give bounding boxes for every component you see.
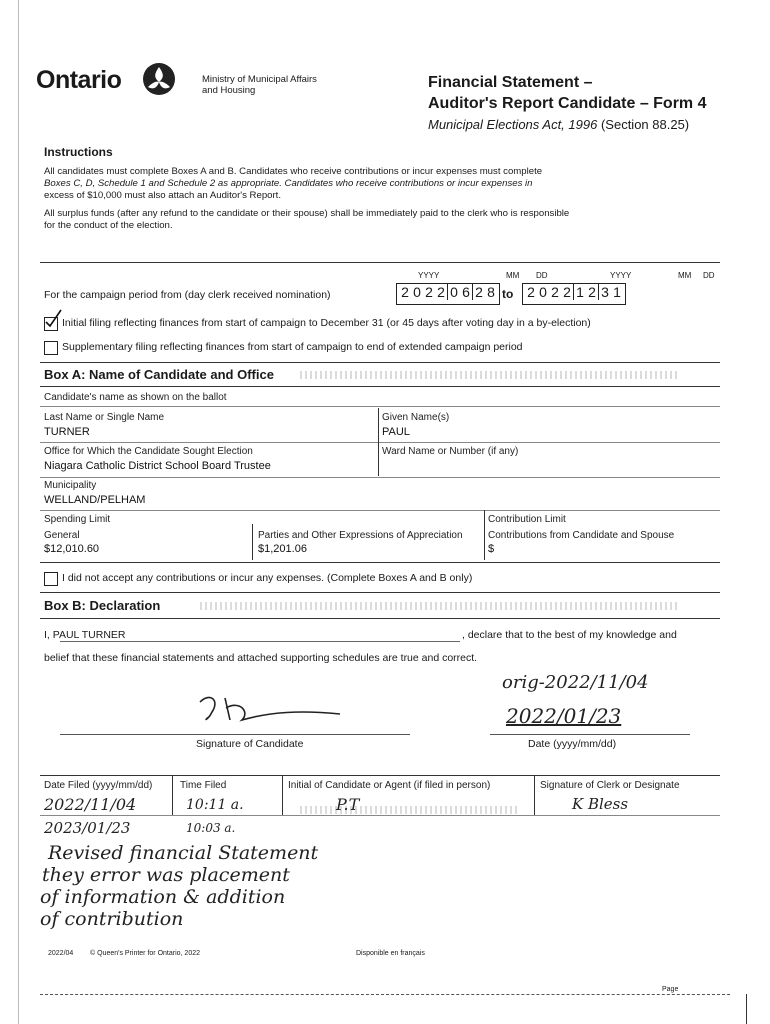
divider	[40, 562, 720, 563]
handwritten-note	[40, 842, 319, 930]
note-line: of contribution	[40, 908, 184, 930]
period-digit: 2	[561, 284, 574, 300]
office-value[interactable]: Niagara Catholic District School Board Trustee	[44, 460, 271, 472]
given-name-value[interactable]: PAUL	[382, 426, 410, 438]
declaration-line-2: belief that these financial statements and attached supporting schedules are true and correct.	[44, 652, 478, 664]
box-b-title: Box B: Declaration	[44, 598, 161, 613]
period-digit: 0	[450, 284, 458, 300]
parties-value[interactable]: $1,201.06	[258, 543, 307, 555]
ministry-name	[202, 74, 317, 96]
no-contributions-label: I did not accept any contributions or incur any expenses. (Complete Boxes A and B only)	[62, 572, 473, 584]
spending-limit-label: Spending Limit	[44, 514, 111, 525]
instructions-heading: Instructions	[44, 145, 113, 159]
note-line: Revised financial Statement	[48, 842, 319, 864]
period-digit: 2	[586, 284, 599, 300]
declaration-tail: , declare that to the best of my knowledge and	[462, 629, 677, 641]
supplementary-filing-checkbox[interactable]	[44, 341, 58, 355]
period-digit: 2	[425, 284, 433, 300]
period-digit: 6	[460, 284, 473, 300]
initial-filing-label: Initial filing reflecting finances from start of campaign to December 31 (or 45 days after voting day in a by-election)	[62, 317, 591, 329]
period-digit: 1	[576, 284, 584, 300]
period-digit: 0	[413, 284, 421, 300]
divider	[282, 775, 283, 815]
clerk-signature-label: Signature of Clerk or Designate	[540, 780, 680, 791]
period-digit: 2	[435, 284, 448, 300]
from-yyyy-head: YYYY	[418, 271, 440, 280]
contrib-spouse-label: Contributions from Candidate and Spouse	[488, 530, 675, 541]
form-title-line-2: Auditor's Report Candidate – Form 4	[428, 95, 707, 112]
divider	[534, 775, 535, 815]
divider	[40, 442, 720, 443]
date-filed-1[interactable]: 2022/11/04	[44, 795, 137, 814]
divider	[40, 406, 720, 407]
initial-agent-label: Initial of Candidate or Agent (if filed in person)	[288, 780, 491, 791]
footer-copyright: © Queen's Printer for Ontario, 2022	[90, 950, 200, 957]
scan-noise	[200, 602, 680, 610]
instructions-text	[44, 166, 734, 232]
checkmark-icon	[43, 308, 63, 328]
period-digit: 2	[551, 284, 559, 300]
contrib-spouse-value[interactable]: $	[488, 543, 495, 555]
date-filed-label: Date Filed (yyyy/mm/dd)	[44, 780, 153, 791]
scan-noise	[300, 806, 520, 814]
divider	[378, 442, 379, 476]
ministry-line-2: and Housing	[202, 85, 256, 96]
municipality-label: Municipality	[44, 480, 97, 491]
period-digit: 2	[475, 284, 483, 300]
general-label: General	[44, 530, 80, 541]
divider	[252, 524, 253, 560]
signature-label: Signature of Candidate	[196, 738, 304, 750]
footer-form-code: 2022/04	[48, 950, 74, 957]
period-from-field[interactable]	[396, 283, 500, 305]
office-label: Office for Which the Candidate Sought Election	[44, 446, 253, 457]
period-digit: 2	[527, 284, 535, 300]
given-name-label: Given Name(s)	[382, 412, 450, 423]
divider	[378, 408, 379, 442]
supplementary-filing-label: Supplementary filing reflecting finances from start of campaign to end of extended campaign period	[62, 341, 523, 353]
date-label: Date (yyyy/mm/dd)	[528, 738, 617, 750]
date-line	[490, 734, 690, 735]
period-digit: 0	[539, 284, 547, 300]
general-value[interactable]: $12,010.60	[44, 543, 100, 555]
divider	[40, 386, 720, 387]
instructions-line: All surplus funds (after any refund to the candidate or their spouse) shall be immediately paid to the clerk who is responsible	[44, 208, 570, 219]
signature-line	[60, 734, 410, 735]
last-name-value[interactable]: TURNER	[44, 426, 90, 438]
period-digit: 1	[613, 284, 621, 300]
footer-french: Disponible en français	[356, 950, 425, 957]
period-digit: 3	[601, 284, 609, 300]
divider	[40, 362, 720, 363]
candidate-signature-icon[interactable]	[180, 690, 380, 730]
instructions-line: excess of $10,000 must also attach an Auditor's Report.	[44, 190, 282, 201]
trillium-icon	[142, 62, 176, 96]
page-bottom-rule	[40, 994, 730, 995]
divider	[40, 510, 720, 511]
ballot-name-note: Candidate's name as shown on the ballot	[44, 392, 227, 403]
time-filed-1[interactable]: 10:11 a.	[186, 797, 244, 813]
form-title-line-1: Financial Statement –	[428, 74, 593, 91]
time-filed-2[interactable]: 10:03 a.	[186, 821, 236, 835]
initial-filing-checkbox[interactable]	[44, 317, 58, 331]
last-name-label: Last Name or Single Name	[44, 412, 165, 423]
to-yyyy-head: YYYY	[610, 271, 632, 280]
divider	[40, 477, 720, 478]
scan-noise	[300, 371, 680, 379]
box-a-title: Box A: Name of Candidate and Office	[44, 367, 274, 382]
clerk-signature[interactable]: K Bless	[572, 795, 629, 813]
divider	[40, 592, 720, 593]
divider	[40, 262, 720, 263]
divider	[172, 775, 173, 815]
period-digit: 2	[401, 284, 409, 300]
to-dd-head: DD	[703, 271, 715, 280]
contribution-limit-label: Contribution Limit	[488, 514, 566, 525]
from-mm-head: MM	[506, 271, 520, 280]
period-to-label: to	[502, 287, 514, 301]
divider	[40, 775, 720, 776]
ward-label: Ward Name or Number (if any)	[382, 446, 519, 457]
period-label: For the campaign period from (day clerk received nomination)	[44, 289, 331, 301]
date-handwritten-orig[interactable]: orig-2022/11/04	[502, 672, 649, 693]
agent-initial-1[interactable]: P.T	[336, 795, 360, 814]
act-section: (Section 88.25)	[600, 117, 690, 132]
period-to-field[interactable]	[522, 283, 626, 305]
form-title	[428, 72, 707, 135]
instructions-line: for the conduct of the election.	[44, 220, 173, 231]
to-mm-head: MM	[678, 271, 692, 280]
period-digit: 8	[487, 284, 495, 300]
declarant-name[interactable]: I, PAUL TURNER	[44, 629, 126, 641]
instructions-line: Boxes C, D, Schedule 1 and Schedule 2 as appropriate. Candidates who receive contributions or incur expenses in	[44, 178, 533, 189]
date-filed-2[interactable]: 2023/01/23	[44, 819, 131, 837]
page-edge	[746, 994, 747, 1024]
ministry-line-1: Ministry of Municipal Affairs	[202, 74, 317, 85]
time-filed-label: Time Filed	[180, 780, 227, 791]
footer-page: Page	[662, 986, 679, 993]
note-line: they error was placement	[42, 864, 290, 886]
no-contributions-checkbox[interactable]	[44, 572, 58, 586]
scan-edge	[18, 0, 19, 1024]
date-handwritten-revised[interactable]: 2022/01/23	[506, 704, 622, 728]
divider	[40, 618, 720, 619]
from-dd-head: DD	[536, 271, 548, 280]
note-line: of information & addition	[40, 886, 286, 908]
form-subtitle	[428, 114, 707, 135]
divider	[484, 510, 485, 560]
parties-label: Parties and Other Expressions of Appreciation	[258, 530, 463, 541]
ontario-logo	[36, 62, 186, 102]
ontario-wordmark: Ontario	[36, 66, 122, 94]
act-name: Municipal Elections Act, 1996	[428, 117, 598, 132]
declarant-underline	[60, 641, 460, 642]
divider	[40, 815, 720, 816]
municipality-value[interactable]: WELLAND/PELHAM	[44, 494, 146, 506]
instructions-line: All candidates must complete Boxes A and B. Candidates who receive contributions or incur expenses must complete	[44, 166, 543, 177]
